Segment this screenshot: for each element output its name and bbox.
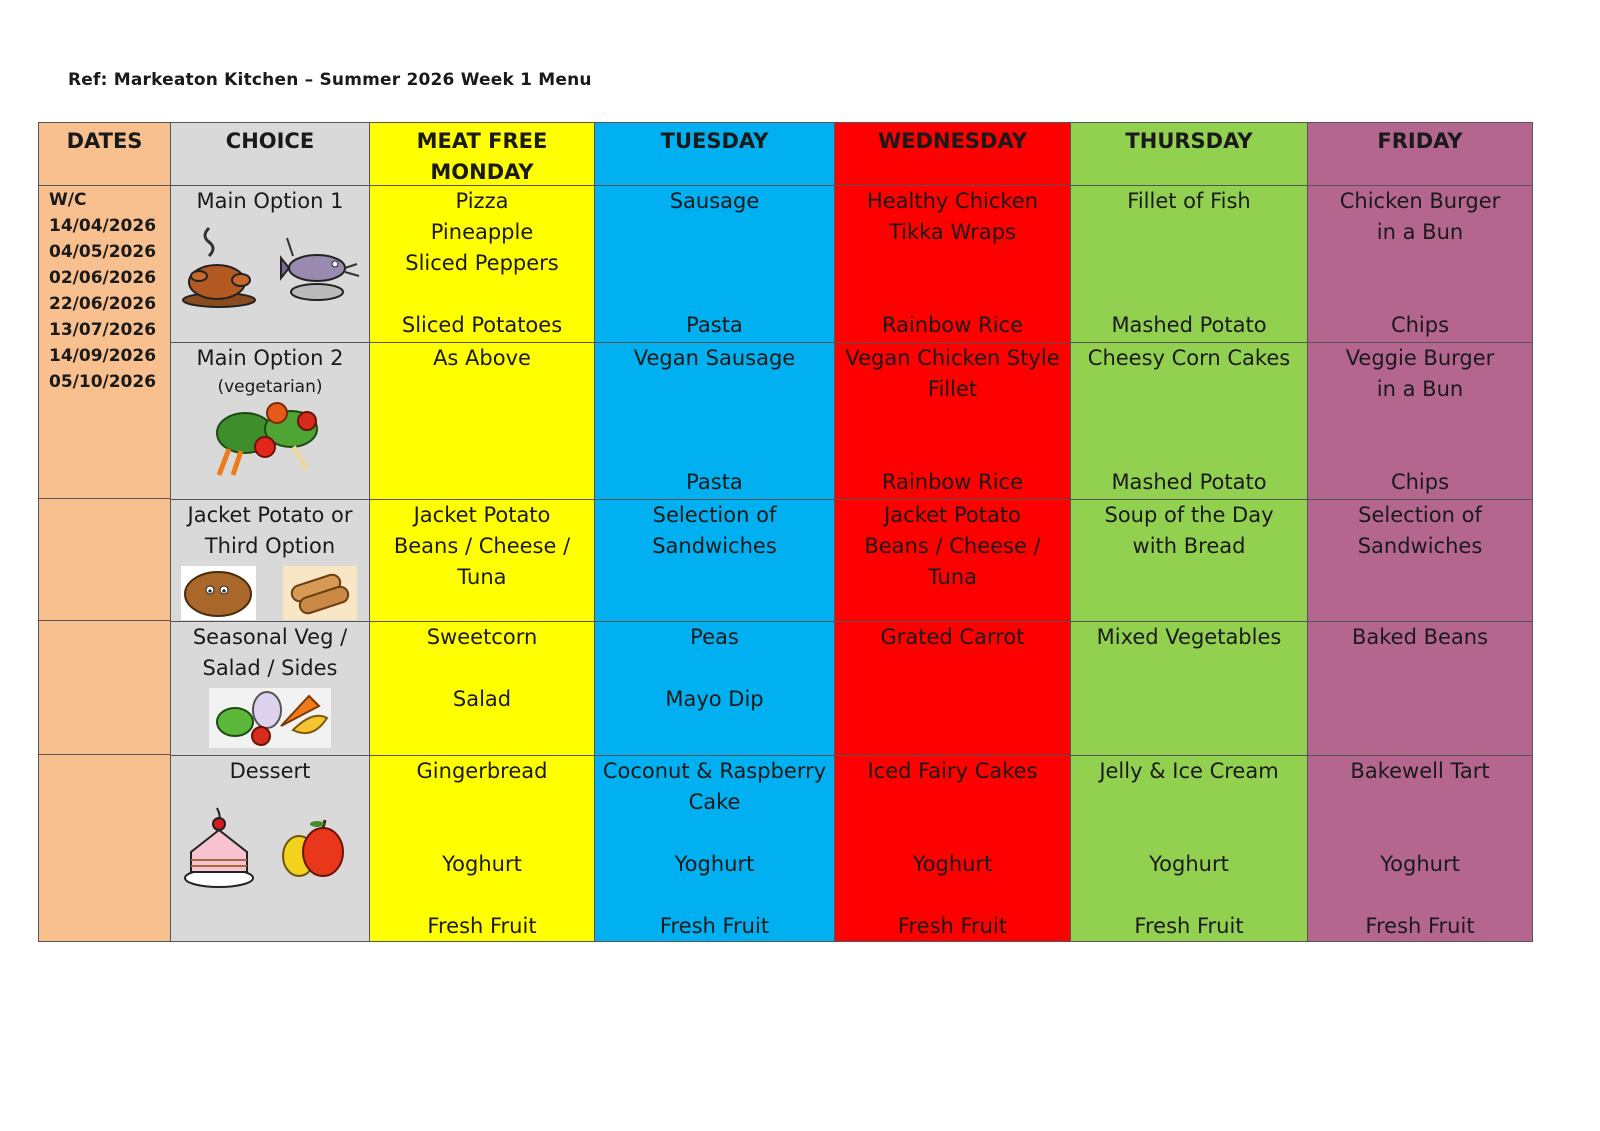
wc-label: W/C (49, 190, 87, 210)
tuesday-header: TUESDAY (660, 129, 769, 153)
spacer (1308, 405, 1532, 436)
thursday-veg (1071, 621, 1307, 755)
potato-icon (181, 566, 256, 620)
thursday-column (1070, 122, 1308, 942)
menu-item-text: Tikka Wraps (888, 220, 1017, 244)
menu-item-text: Salad / Sides (202, 656, 338, 680)
spacer (370, 880, 594, 911)
monday-main1 (370, 185, 594, 342)
menu-item-text: Dessert (229, 759, 311, 783)
friday-header: FRIDAY (1377, 129, 1463, 153)
wednesday-main2 (835, 342, 1070, 499)
spacer (595, 217, 834, 248)
spacer (595, 279, 834, 310)
menu-item-text: Main Option 2 (196, 346, 344, 370)
menu-item-text: Peas (690, 625, 739, 649)
spacer (835, 436, 1070, 467)
menu-item-text: Chips (1390, 470, 1450, 494)
dates-column (38, 122, 171, 942)
menu-item-text: Jacket Potato or (187, 503, 353, 527)
spacer (1308, 279, 1532, 310)
vegetables-group-icon (209, 688, 331, 748)
friday-main1 (1308, 185, 1532, 342)
spacer (1071, 248, 1307, 279)
menu-item-text: Bakewell Tart (1350, 759, 1490, 783)
menu-item-text: Cake (688, 790, 741, 814)
date-item: 13/07/2026 (49, 320, 157, 340)
spacer (370, 818, 594, 849)
menu-item-text: Vegan Sausage (633, 346, 796, 370)
date-item: 04/05/2026 (49, 242, 157, 262)
bread-icon (283, 566, 357, 620)
spacer (370, 279, 594, 310)
monday-header: MEAT FREE MONDAY (416, 129, 548, 184)
monday-jacket (370, 499, 594, 621)
spacer (595, 248, 834, 279)
menu-item-text: Sandwiches (1357, 534, 1483, 558)
menu-item-text: Mixed Vegetables (1096, 625, 1282, 649)
menu-item-text: Tuna (927, 565, 978, 589)
spacer (1071, 405, 1307, 436)
week-commencing-dates (49, 187, 156, 395)
menu-item-text: Chicken Burger (1339, 189, 1501, 213)
menu-item-text: Sausage (669, 189, 760, 213)
spacer (835, 248, 1070, 279)
choice-veg (171, 621, 369, 755)
spacer (835, 279, 1070, 310)
menu-item-text: Gingerbread (416, 759, 548, 783)
thursday-header: THURSDAY (1125, 129, 1253, 153)
wednesday-jacket (835, 499, 1070, 621)
menu-item-text: Yoghurt (1149, 852, 1229, 876)
spacer (835, 787, 1070, 818)
menu-item-text: Jelly & Ice Cream (1099, 759, 1279, 783)
menu-item-text: Coconut & Raspberry (602, 759, 827, 783)
menu-item-text: Vegan Chicken Style (845, 346, 1060, 370)
menu-item-text: Tuna (457, 565, 507, 589)
menu-item-text: Pasta (686, 313, 743, 337)
spacer (595, 653, 834, 684)
menu-item-text: Yoghurt (442, 852, 522, 876)
spacer (835, 405, 1070, 436)
spacer (595, 880, 834, 911)
menu-item-text: Fillet of Fish (1127, 189, 1251, 213)
spacer (595, 374, 834, 405)
thursday-main1 (1071, 185, 1307, 342)
menu-item-text: Main Option 1 (196, 189, 344, 213)
tuesday-main1 (595, 185, 834, 342)
spacer (595, 405, 834, 436)
choice-dessert (171, 755, 369, 942)
menu-item-text: Beans / Cheese / (393, 534, 571, 558)
date-item: 02/06/2026 (49, 268, 157, 288)
menu-item-text: Pineapple (430, 220, 534, 244)
spacer (370, 653, 594, 684)
spacer (1308, 248, 1532, 279)
menu-item-text: Sliced Peppers (405, 251, 559, 275)
choice-main2 (171, 342, 369, 499)
tuesday-column (594, 122, 835, 942)
menu-item-text: Sweetcorn (426, 625, 538, 649)
menu-item-text: in a Bun (1376, 220, 1464, 244)
tuesday-jacket (595, 499, 834, 621)
monday-main2 (370, 342, 594, 499)
choice-header: CHOICE (225, 129, 315, 153)
spacer (1071, 374, 1307, 405)
wednesday-header: WEDNESDAY (878, 129, 1027, 153)
spacer (1071, 436, 1307, 467)
tuesday-main2 (595, 342, 834, 499)
date-item: 14/09/2026 (49, 346, 157, 366)
menu-item-text: Yoghurt (1380, 852, 1460, 876)
menu-item-text: As Above (433, 346, 531, 370)
fish-icon (279, 228, 364, 308)
friday-veg (1308, 621, 1532, 755)
menu-item-text: Grated Carrot (880, 625, 1025, 649)
menu-item-text: Rainbow Rice (881, 470, 1024, 494)
menu-item-text: Baked Beans (1351, 625, 1489, 649)
monday-dessert (370, 755, 594, 942)
menu-item-text: Healthy Chicken (866, 189, 1039, 213)
menu-item-text: Veggie Burger (1345, 346, 1495, 370)
thursday-jacket (1071, 499, 1307, 621)
friday-main2 (1308, 342, 1532, 499)
monday-column (369, 122, 595, 942)
menu-item-text: Cheesy Corn Cakes (1087, 346, 1291, 370)
menu-item-text: Chips (1390, 313, 1450, 337)
menu-item-text: Fresh Fruit (1134, 914, 1244, 938)
spacer (370, 787, 594, 818)
menu-item-text: with Bread (1132, 534, 1246, 558)
menu-item-text: Yoghurt (912, 852, 993, 876)
menu-item-text: Yoghurt (674, 852, 755, 876)
spacer (1071, 217, 1307, 248)
menu-item-text: Fresh Fruit (659, 914, 770, 938)
menu-item-text: Beans / Cheese / (864, 534, 1041, 558)
roast-chicken-icon (179, 220, 259, 310)
tuesday-dessert (595, 755, 834, 942)
menu-item-text: Pizza (455, 189, 509, 213)
menu-item-text: Sandwiches (652, 534, 777, 558)
wednesday-veg (835, 621, 1070, 755)
menu-item-text: Mashed Potato (1111, 313, 1267, 337)
choice-main1 (171, 185, 369, 342)
menu-item-text: Soup of the Day (1104, 503, 1274, 527)
tuesday-veg (595, 621, 834, 755)
friday-jacket (1308, 499, 1532, 621)
menu-item-text: Fillet (927, 377, 978, 401)
spacer (835, 818, 1070, 849)
menu-item-text: Fresh Fruit (1365, 914, 1475, 938)
thursday-dessert (1071, 755, 1307, 942)
date-item: 22/06/2026 (49, 294, 157, 314)
menu-item-text: Jacket Potato (884, 503, 1021, 527)
spacer (1308, 818, 1532, 849)
friday-dessert (1308, 755, 1532, 942)
choice-column (170, 122, 370, 942)
menu-item-text: Mayo Dip (665, 687, 764, 711)
wednesday-column (834, 122, 1071, 942)
spacer (835, 880, 1070, 911)
menu-item-text: (vegetarian) (217, 377, 323, 397)
menu-item-text: Rainbow Rice (881, 313, 1024, 337)
spacer (1308, 880, 1532, 911)
monday-veg (370, 621, 594, 755)
menu-item-text: Sliced Potatoes (401, 313, 563, 337)
spacer (1308, 787, 1532, 818)
friday-column (1307, 122, 1533, 942)
menu-item-text: Seasonal Veg / (192, 625, 348, 649)
spacer (1071, 787, 1307, 818)
spacer (595, 818, 834, 849)
spacer (1071, 880, 1307, 911)
spacer (1308, 436, 1532, 467)
cake-slice-icon (181, 804, 257, 890)
menu-item-text: Jacket Potato (413, 503, 551, 527)
menu-item-text: Fresh Fruit (427, 914, 537, 938)
wednesday-dessert (835, 755, 1070, 942)
wednesday-main1 (835, 185, 1070, 342)
menu-item-text: Selection of (1358, 503, 1482, 527)
menu-item-text: Third Option (204, 534, 336, 558)
menu-item-text: Mashed Potato (1111, 470, 1267, 494)
date-item: 14/04/2026 (49, 216, 157, 236)
fruit-icon (277, 818, 349, 880)
thursday-main2 (1071, 342, 1307, 499)
menu-item-text: Salad (452, 687, 512, 711)
menu-item-text: Selection of (652, 503, 777, 527)
menu-item-text: Iced Fairy Cakes (867, 759, 1038, 783)
spacer (1071, 818, 1307, 849)
spacer (595, 436, 834, 467)
dates-header: DATES (66, 129, 143, 153)
vegetables-icon (207, 399, 332, 477)
choice-jacket (171, 499, 369, 621)
menu-item-text: Fresh Fruit (897, 914, 1008, 938)
menu-item-text: Pasta (686, 470, 743, 494)
menu-reference-title: Ref: Markeaton Kitchen – Summer 2026 Week 1 Menu (68, 70, 592, 90)
menu-item-text: in a Bun (1376, 377, 1464, 401)
date-item: 05/10/2026 (49, 372, 157, 392)
spacer (1071, 279, 1307, 310)
